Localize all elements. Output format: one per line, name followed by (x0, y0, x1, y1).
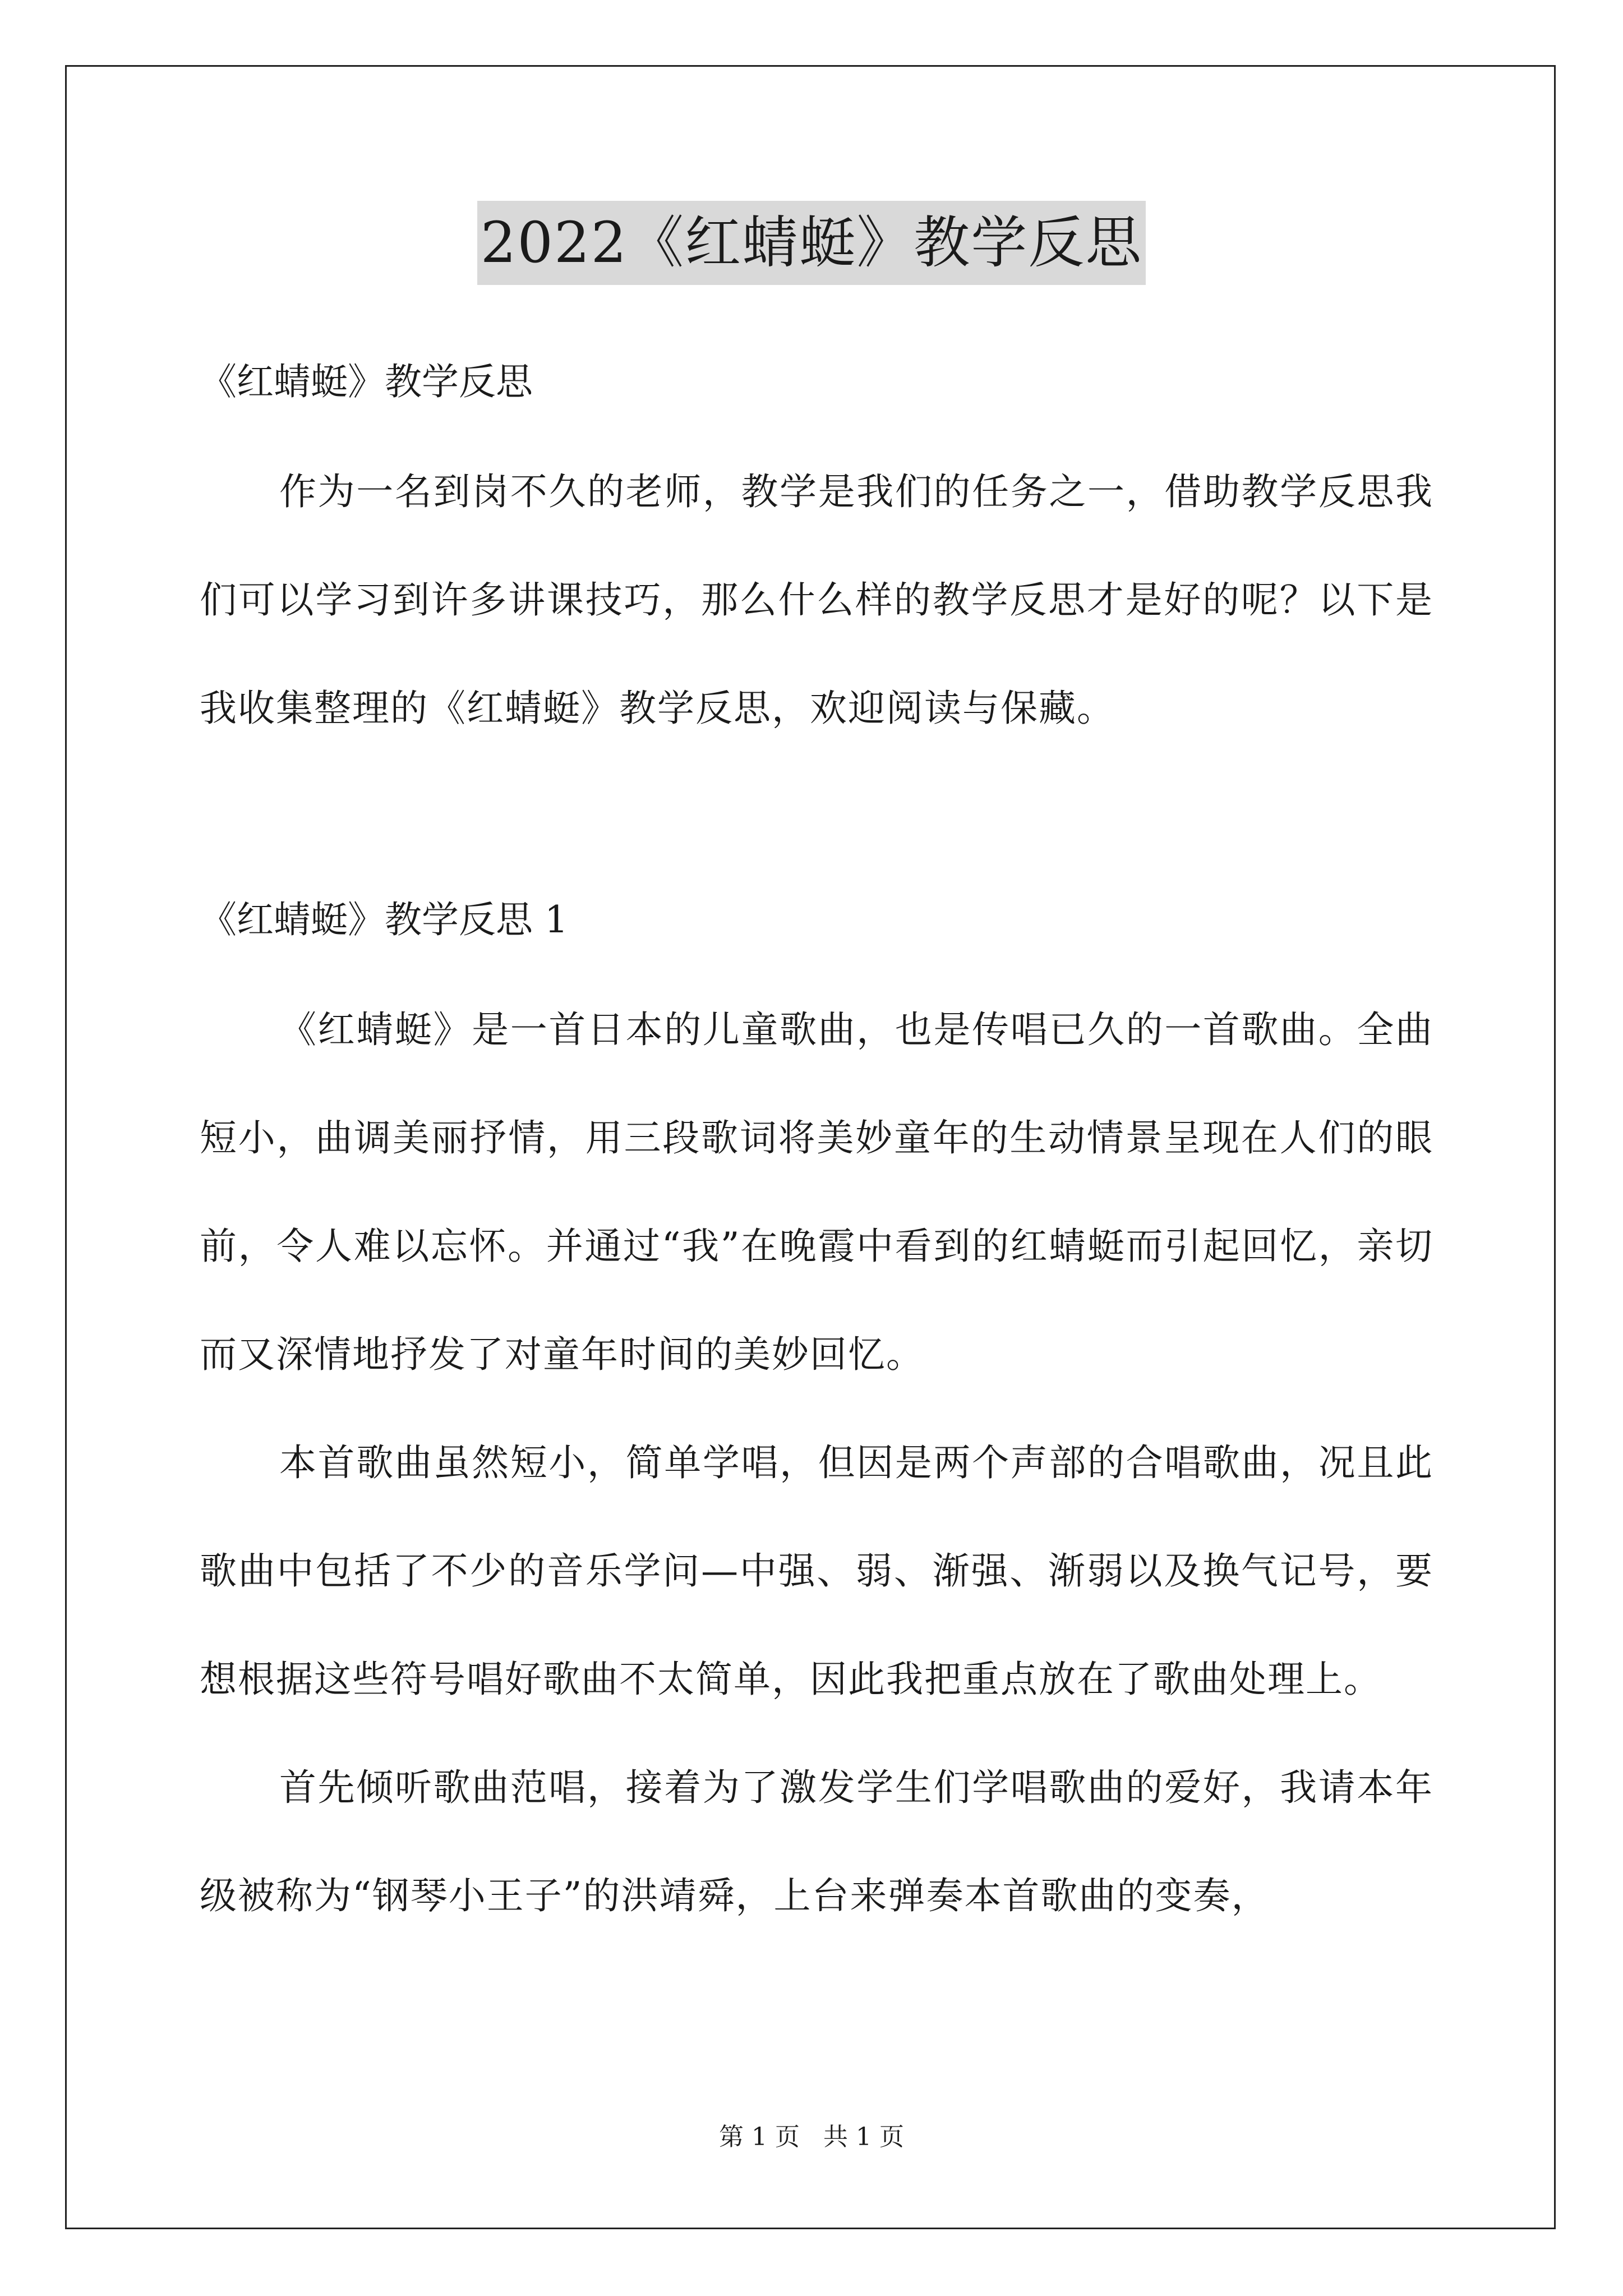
section1-heading: 《红蜻蜓》教学反思 1 (200, 898, 568, 941)
document-title: 2022《红蜻蜓》教学反思 (477, 201, 1146, 285)
page-footer: 第 1 页 共 1 页 (719, 2123, 904, 2151)
intro-paragraph: 作为一名到岗不久的老师，教学是我们的任务之一，借助教学反思我们可以学习到许多讲课技巧，那么什么样的教学反思才是好的呢？以下是我收集整理的《红蜻蜓》教学反思，欢迎阅读与保藏。 (200, 470, 1433, 730)
intro-heading: 《红蜻蜓》教学反思 (200, 360, 533, 403)
document-body (200, 337, 1433, 1950)
section1-paragraph-3: 首先倾听歌曲范唱，接着为了激发学生们学唱歌曲的爱好，我请本年级被称为“钢琴小王子”的洪靖舜，上台来弹奏本首歌曲的变奏， (200, 1766, 1433, 1917)
section1-paragraph-1: 《红蜻蜓》是一首日本的儿童歌曲，也是传唱已久的一首歌曲。全曲短小，曲调美丽抒情，用三段歌词将美妙童年的生动情景呈现在人们的眼前，令人难以忘怀。并通过“我”在晚霞中看到的红蜻蜓而引起回忆，亲切而又深情地抒发了对童年时间的美妙回忆。 (200, 1008, 1433, 1376)
section1-paragraph-2: 本首歌曲虽然短小，简单学唱，但因是两个声部的合唱歌曲，况且此歌曲中包括了不少的音乐学问—中强、弱、渐强、渐弱以及换气记号，要想根据这些符号唱好歌曲不太简单，因此我把重点放在了歌曲处理上。 (200, 1441, 1433, 1701)
title-container (0, 201, 1623, 285)
